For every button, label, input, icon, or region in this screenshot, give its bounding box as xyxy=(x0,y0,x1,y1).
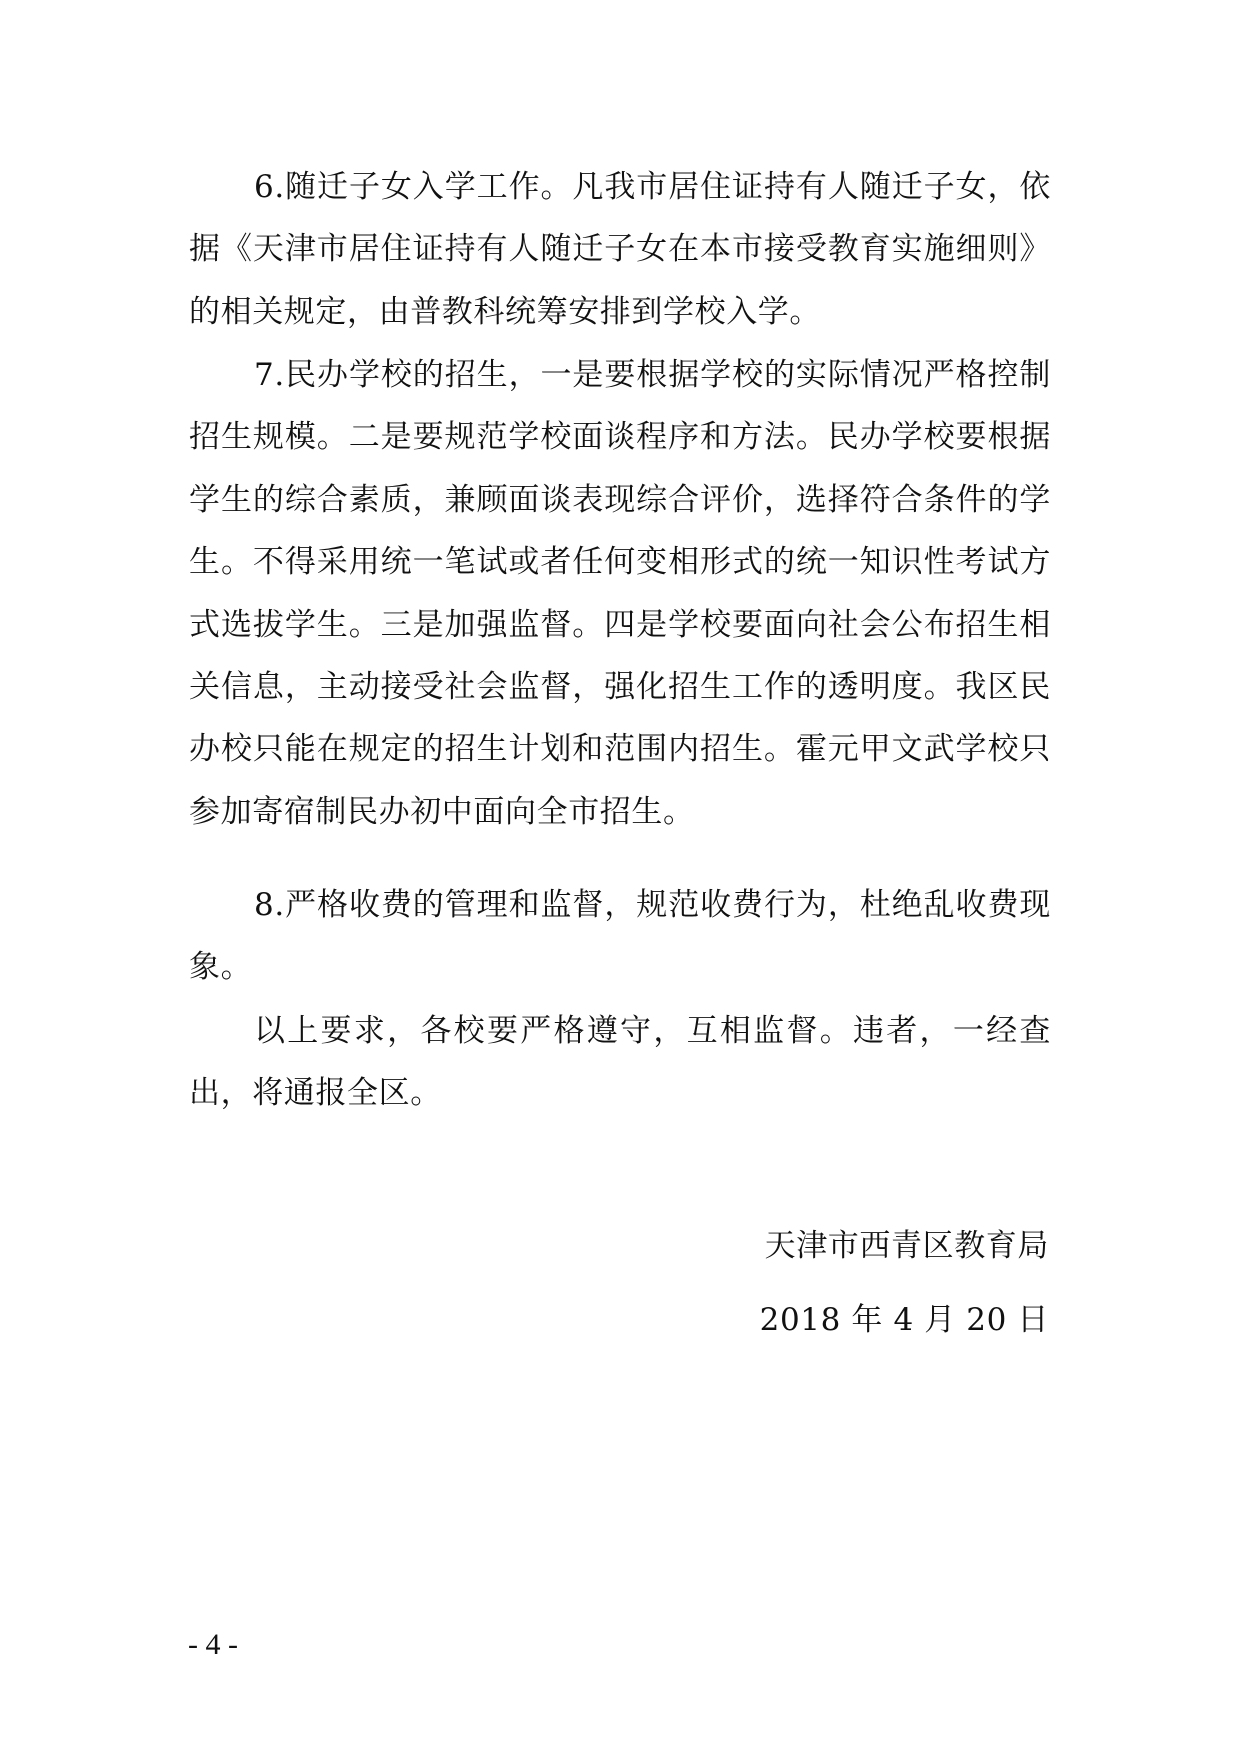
issue-date: 2018 年 4 月 20 日 xyxy=(759,1302,1049,1338)
paragraph-item-7: 7.民办学校的招生，一是要根据学校的实际情况严格控制招生规模。二是要规范学校面谈程序和方法。民办学校要根据学生的综合素质，兼顾面谈表现综合评价，选择符合条件的学生。不得采用统一笔试或者任何变相形式的统一知识性考试方式选拔学生。三是加强监督。四是学校要面向社会公布招生相关信息，主动接受社会监督，强化招生工作的透明度。我区民办校只能在规定的招生计划和范围内招生。霍元甲文武学校只参加寄宿制民办初中面向全市招生。 xyxy=(189,357,1051,830)
page-number: - 4 - xyxy=(188,1628,238,1661)
paragraph-closing: 以上要求，各校要严格遵守，互相监督。违者，一经查出，将通报全区。 xyxy=(189,1013,1051,1112)
issuer-signature: 天津市西青区教育局 xyxy=(764,1228,1049,1264)
paragraph-item-6: 6.随迁子女入学工作。凡我市居住证持有人随迁子女，依据《天津市居住证持有人随迁子女在本市接受教育实施细则》的相关规定，由普教科统筹安排到学校入学。 xyxy=(189,169,1051,330)
paragraph-item-8: 8.严格收费的管理和监督，规范收费行为，杜绝乱收费现象。 xyxy=(189,887,1051,986)
